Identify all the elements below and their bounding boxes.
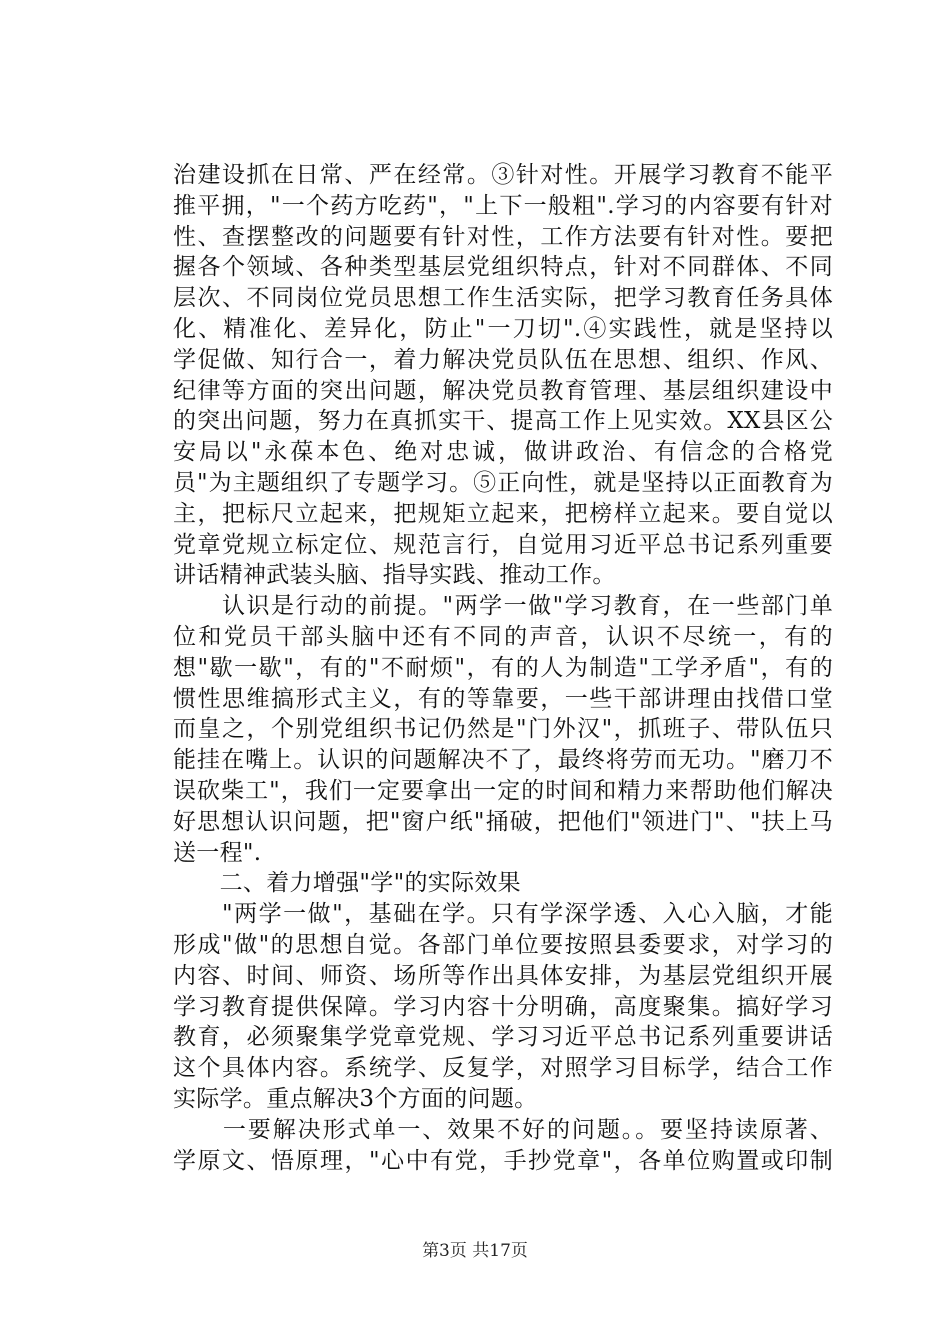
text-line: 党章党规立标定位、规范言行，自觉用习近平总书记系列重要 — [173, 531, 833, 558]
text-line: 员"为主题组织了专题学习。⑤正向性，就是坚持以正面教育为 — [173, 469, 833, 496]
text-line: 主，把标尺立起来，把规矩立起来，把榜样立起来。要自觉以 — [173, 500, 833, 527]
text-line: 教育，必须聚集学党章党规、学习习近平总书记系列重要讲话 — [173, 1024, 833, 1051]
text-line: 误砍柴工"，我们一定要拿出一定的时间和精力来帮助他们解决 — [173, 777, 833, 804]
text-line: 的突出问题，努力在真抓实干、提高工作上见实效。XX县区公 — [173, 408, 833, 435]
text-line: 纪律等方面的突出问题，解决党员教育管理、基层组织建设中 — [173, 377, 833, 404]
text-line: 内容、时间、师资、场所等作出具体安排，为基层党组织开展 — [173, 962, 833, 989]
text-line: 化、精准化、差异化，防止"一刀切".④实践性，就是坚持以 — [173, 315, 833, 342]
text-line: 学促做、知行合一，着力解决党员队伍在思想、组织、作风、 — [173, 346, 833, 373]
text-line: 学原文、悟原理，"心中有党，手抄党章"，各单位购置或印制 — [173, 1147, 833, 1174]
text-line: 能挂在嘴上。认识的问题解决不了，最终将劳而无功。"磨刀不 — [173, 747, 833, 774]
text-line: 实际学。重点解决3个方面的问题。 — [173, 1085, 538, 1112]
document-body — [173, 160, 833, 1176]
text-line: 一要解决形式单一、效果不好的问题。。要坚持读原著、 — [173, 1116, 833, 1143]
text-line: 性、查摆整改的问题要有针对性，工作方法要有针对性。要把 — [173, 223, 833, 250]
text-line: 位和党员干部头脑中还有不同的声音，认识不尽统一，有的 — [173, 623, 833, 650]
text-line: 推平拥，"一个药方吃药"，"上下一般粗".学习的内容要有针对 — [173, 192, 833, 219]
text-line: "两学一做"，基础在学。只有学深学透、入心入脑，才能 — [173, 901, 833, 928]
section-heading: 二、着力增强"学"的实际效果 — [173, 870, 521, 897]
text-line: 认识是行动的前提。"两学一做"学习教育，在一些部门单 — [173, 593, 833, 620]
page-number: 第3页 共17页 — [422, 1241, 528, 1261]
text-line: 层次、不同岗位党员思想工作生活实际，把学习教育任务具体 — [173, 285, 833, 312]
text-line: 而皇之，个别党组织书记仍然是"门外汉"，抓班子、带队伍只 — [173, 716, 833, 743]
text-line: 学习教育提供保障。学习内容十分明确，高度聚集。搞好学习 — [173, 993, 833, 1020]
text-line: 治建设抓在日常、严在经常。③针对性。开展学习教育不能平 — [173, 162, 833, 188]
text-line: 讲话精神武装头脑、指导实践、推动工作。 — [173, 562, 616, 589]
text-line: 握各个领域、各种类型基层党组织特点，针对不同群体、不同 — [173, 254, 833, 281]
text-line: 好思想认识问题，把"窗户纸"捅破，把他们"领进门"、"扶上马 — [173, 808, 833, 835]
text-line: 这个具体内容。系统学、反复学，对照学习目标学，结合工作 — [173, 1055, 833, 1082]
text-line: 安局以"永葆本色、绝对忠诚，做讲政治、有信念的合格党 — [173, 439, 833, 466]
text-line: 惯性思维搞形式主义，有的等靠要，一些干部讲理由找借口堂 — [173, 685, 833, 712]
text-line: 送一程". — [173, 839, 262, 866]
text-line: 形成"做"的思想自觉。各部门单位要按照县委要求，对学习的 — [173, 931, 833, 958]
text-line: 想"歇一歇"，有的"不耐烦"，有的人为制造"工学矛盾"，有的 — [173, 654, 833, 681]
